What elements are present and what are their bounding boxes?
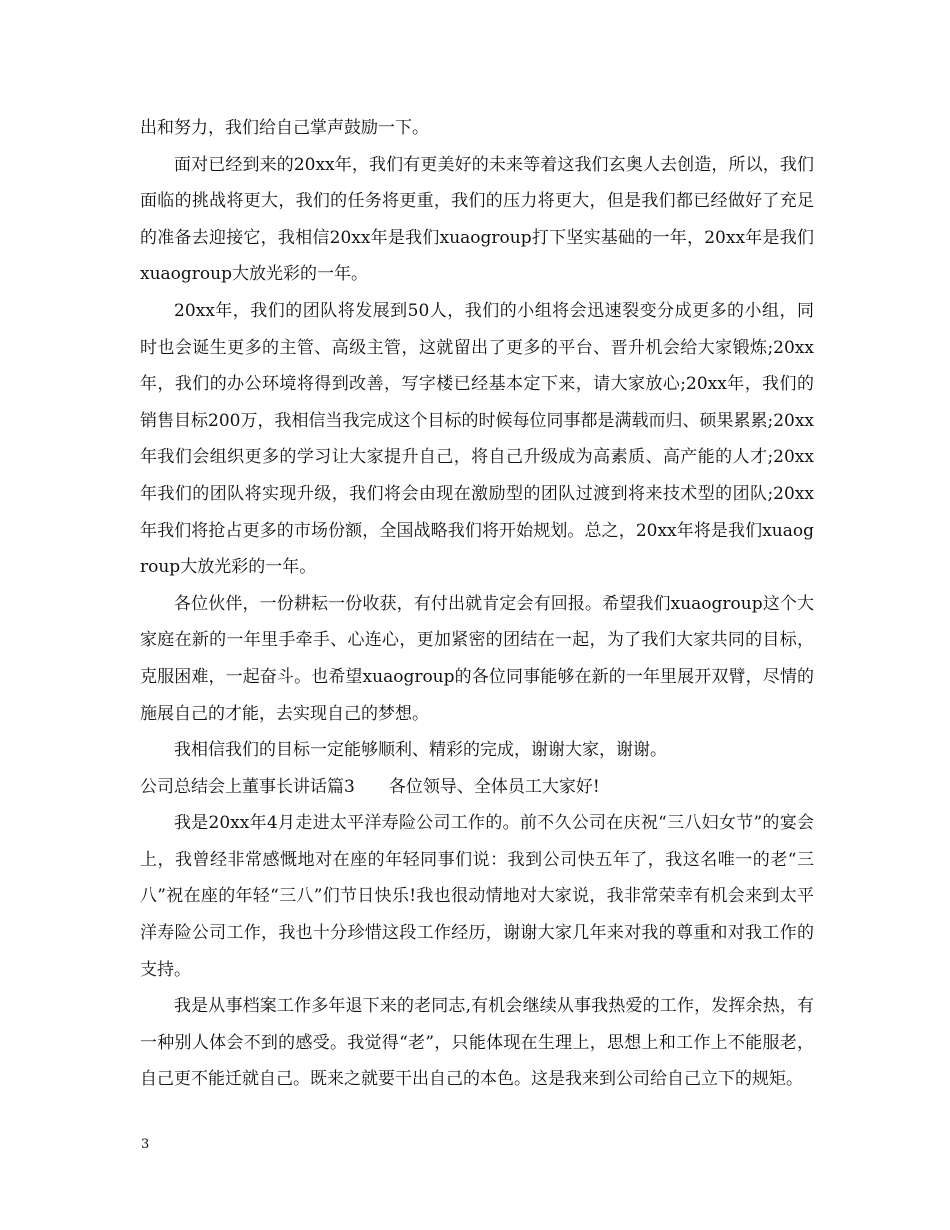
page-number: 3	[141, 1137, 150, 1152]
paragraph-3: 20xx年，我们的团队将发展到50人，我们的小组将会迅速裂变分成更多的小组，同时也会诞生更多的主管、高级主管，这就留出了更多的平台、晋升机会给大家锻炼;20xx年，我们的办公环境将得到改善，写字楼已经基本定下来，请大家放心;20xx年，我们的销售目标200万，我相信当我完成这个目标的时候每位同事都是满载而归、硕果累累;20xx年我们会组织更多的学习让大家提升自己，将自己升级成为高素质、高产能的人才;20xx年我们的团队将实现升级，我们将会由现在激励型的团队过渡到将来技术型的团队;20xx年我们将抢占更多的市场份额，全国战略我们将开始规划。总之，20xx年将是我们xuaogroup大放光彩的一年。	[140, 300, 814, 578]
section-heading-line: 公司总结会上董事长讲话篇3 各位领导、全体员工大家好!	[140, 776, 600, 797]
paragraph-2: 面对已经到来的20xx年，我们有更美好的未来等着这我们玄奥人去创造，所以，我们面临的挑战将更大，我们的任务将更重，我们的压力将更大，但是我们都已经做好了充足的准备去迎接它，我相信20xx年是我们xuaogroup打下坚实基础的一年，20xx年是我们xuaogroup大放光彩的一年。	[140, 154, 814, 285]
paragraph-8: 我是从事档案工作多年退下来的老同志,有机会继续从事我热爱的工作，发挥余热，有一种别人体会不到的感受。我觉得“老”，只能体现在生理上，思想上和工作上不能服老，自己更不能迁就自己。既来之就要干出自己的本色。这是我来到公司给自己立下的规矩。	[140, 996, 814, 1090]
paragraph-1: 出和努力，我们给自己掌声鼓励一下。	[140, 118, 429, 138]
document-body	[140, 110, 814, 1098]
paragraph-5: 我相信我们的目标一定能够顺利、精彩的完成，谢谢大家，谢谢。	[174, 740, 667, 761]
paragraph-7: 我是20xx年4月走进太平洋寿险公司工作的。前不久公司在庆祝“三八妇女节”的宴会上，我曾经非常感慨地对在座的年轻同事们说：我到公司快五年了，我这名唯一的老“三八”祝在座的年轻“三八”们节日快乐!我也很动情地对大家说，我非常荣幸有机会来到太平洋寿险公司工作，我也十分珍惜这段工作经历，谢谢大家几年来对我的尊重和对我工作的支持。	[140, 813, 814, 980]
paragraph-4: 各位伙伴，一份耕耘一份收获，有付出就肯定会有回报。希望我们xuaogroup这个大家庭在新的一年里手牵手、心连心，更加紧密的团结在一起，为了我们大家共同的目标，克服困难，一起奋斗。也希望xuaogroup的各位同事能够在新的一年里展开双臂，尽情的施展自己的才能，去实现自己的梦想。	[140, 593, 814, 724]
